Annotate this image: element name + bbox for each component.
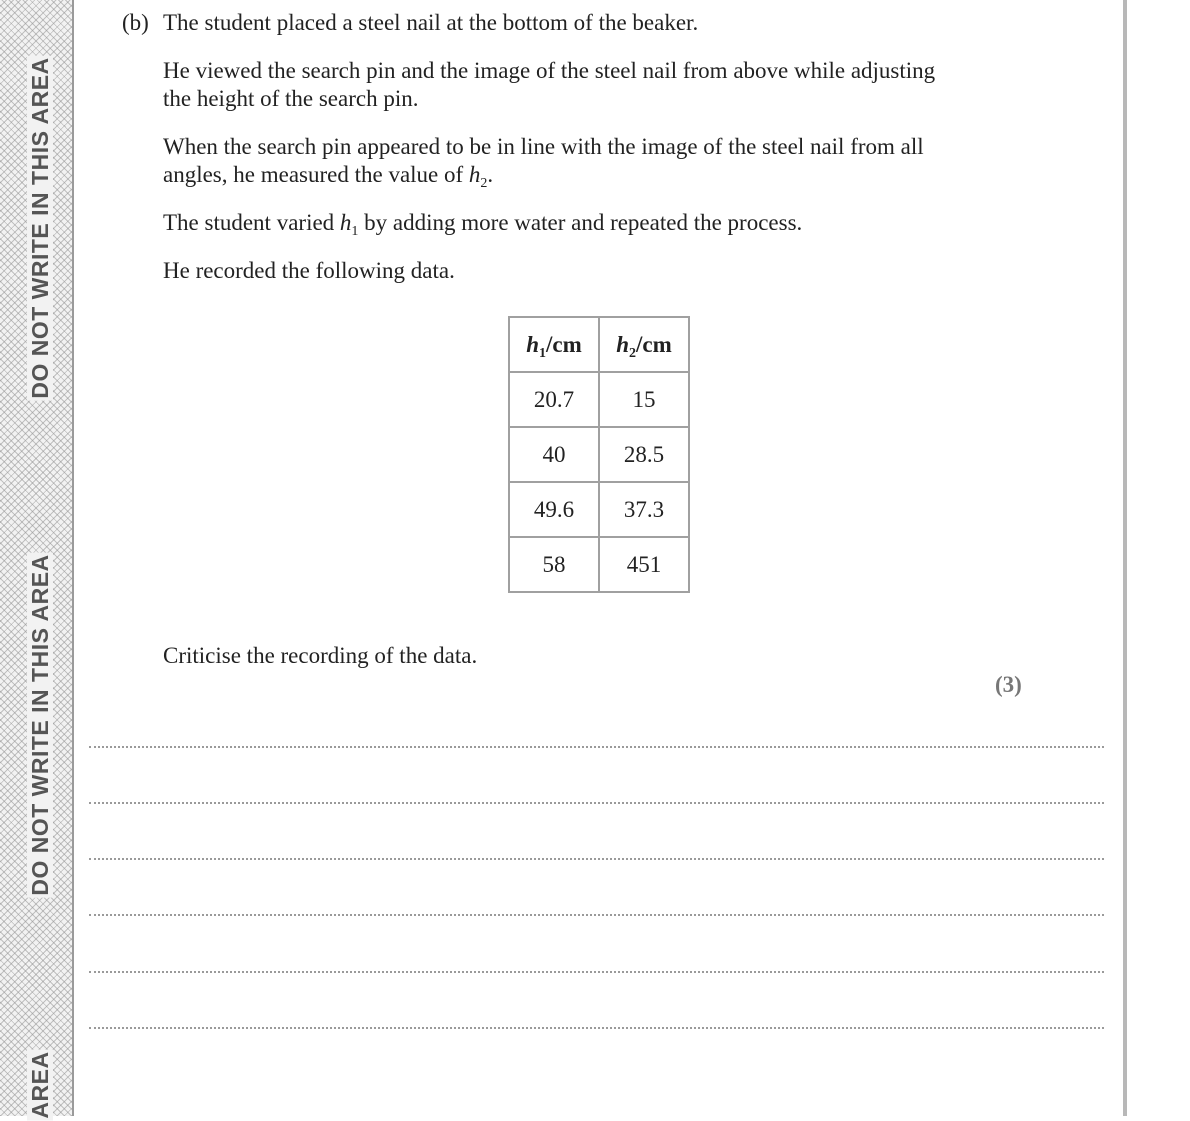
paragraph-line: He recorded the following data. [163, 258, 455, 283]
table-cell: 20.7 [509, 372, 599, 427]
text-span: The student varied [163, 210, 340, 235]
table-cell: 58 [509, 537, 599, 592]
right-margin-rule [1123, 0, 1127, 1116]
header-variable: h [526, 331, 540, 357]
left-margin-strip [0, 0, 74, 1119]
answer-line[interactable] [89, 914, 1104, 916]
header-subscript: 2 [629, 345, 637, 361]
paragraph-line: the height of the search pin. [163, 86, 419, 111]
variable-h: h [339, 210, 352, 235]
paragraph-line: When the search pin appeared to be in line with the image of the steel nail from all [163, 134, 924, 159]
table-row [509, 537, 689, 592]
text-span: . [487, 162, 494, 187]
data-table [508, 316, 690, 593]
table-row [509, 427, 689, 482]
table-cell: 40 [509, 427, 599, 482]
table-row [509, 482, 689, 537]
part-label: (b) [122, 10, 149, 35]
header-unit: /cm [636, 331, 672, 357]
margin-warning-text: DO NOT WRITE IN THIS AREA [27, 554, 53, 896]
header-variable: h [616, 331, 630, 357]
paragraph-line: He viewed the search pin and the image of the steel nail from above while adjusting [163, 58, 936, 83]
column-header [599, 317, 689, 372]
text-span: angles, he measured the value of [163, 162, 469, 187]
question-intro: The student placed a steel nail at the bottom of the beaker. [163, 10, 699, 35]
header-unit: /cm [546, 331, 582, 357]
table-cell: 37.3 [599, 482, 689, 537]
header-subscript: 1 [539, 345, 547, 361]
table-row [509, 372, 689, 427]
variable-h: h [468, 162, 481, 187]
answer-line[interactable] [89, 1027, 1104, 1029]
table-cell: 451 [599, 537, 689, 592]
text-span: by adding more water and repeated the process. [358, 210, 803, 235]
margin-warning-text: AREA [27, 1051, 53, 1119]
paragraph-line [163, 209, 802, 237]
subscript: 1 [351, 224, 359, 239]
answer-line[interactable] [89, 802, 1104, 804]
paragraph-line [163, 161, 493, 189]
question-instruction: Criticise the recording of the data. [163, 643, 478, 668]
table-cell: 49.6 [509, 482, 599, 537]
table-cell: 15 [599, 372, 689, 427]
answer-line[interactable] [89, 746, 1104, 748]
table-header-row [509, 317, 689, 372]
table-cell: 28.5 [599, 427, 689, 482]
margin-warning-text: DO NOT WRITE IN THIS AREA [27, 57, 53, 399]
column-header [509, 317, 599, 372]
subscript: 2 [480, 176, 488, 191]
answer-line[interactable] [89, 858, 1104, 860]
marks-label: (3) [995, 672, 1022, 697]
answer-line[interactable] [89, 971, 1104, 973]
